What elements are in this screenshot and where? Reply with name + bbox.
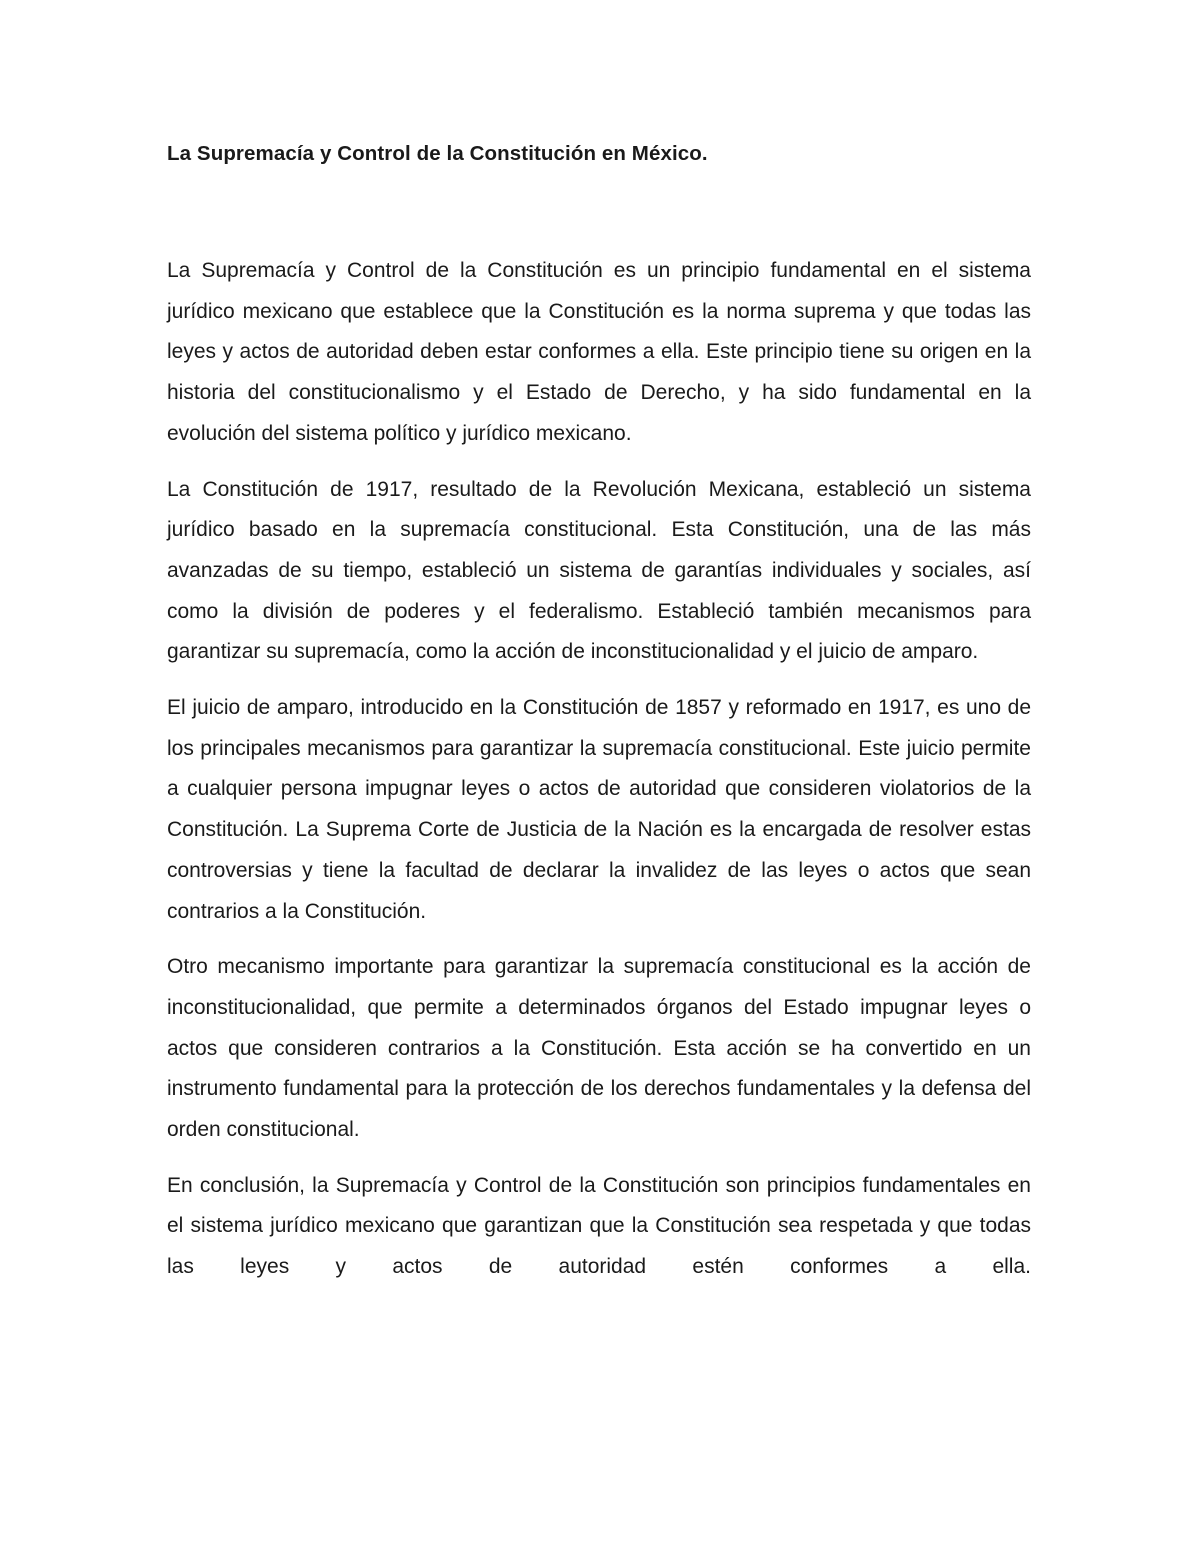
document-title: La Supremacía y Control de la Constitución en México.: [167, 142, 708, 165]
document-content: [167, 137, 1031, 1303]
paragraph-constitution-1917: La Constitución de 1917, resultado de la Revolución Mexicana, estableció un sistema jurídico basado en la supremacía constitucional. Esta Constitución, una de las más avanzadas de su tiempo, estableció un sistema de garantías individuales y sociales, así como la división de poderes y el federalismo. Estableció también mecanismos para garantizar su supremacía, como la acción de inconstitucionalidad y el juicio de amparo.: [167, 477, 1031, 664]
paragraph-intro: La Supremacía y Control de la Constitución es un principio fundamental en el sistema jurídico mexicano que establece que la Constitución es la norma suprema y que todas las leyes y actos de autoridad deben estar conformes a ella. Este principio tiene su origen en la historia del constitucionalismo y el Estado de Derecho, y ha sido fundamental en la evolución del sistema político y jurídico mexicano.: [167, 259, 1031, 445]
paragraph-accion-inconstitucionalidad: Otro mecanismo importante para garantizar la supremacía constitucional es la acción de inconstitucionalidad, que permite a determinados órganos del Estado impugnar leyes o actos que consideren contrarios a la Constitución. Esta acción se ha convertido en un instrumento fundamental para la protección de los derechos fundamentales y la defensa del orden constitucional.: [167, 955, 1031, 1142]
paragraph-juicio-de-amparo: El juicio de amparo, introducido en la Constitución de 1857 y reformado en 1917, es uno de los principales mecanismos para garantizar la supremacía constitucional. Este juicio permite a cualquier persona impugnar leyes o actos de autoridad que consideren violatorios de la Constitución. La Suprema Corte de Justicia de la Nación es la encargada de resolver estas controversias y tiene la facultad de declarar la invalidez de las leyes o actos que sean contrarios a la Constitución.: [167, 696, 1031, 923]
document-body: [167, 251, 1031, 1288]
paragraph-conclusion: En conclusión, la Supremacía y Control de la Constitución son principios fundamentales en el sistema jurídico mexicano que garantizan que la Constitución sea respetada y que todas las leyes y actos de autoridad estén conformes a ella.: [167, 1173, 1031, 1279]
